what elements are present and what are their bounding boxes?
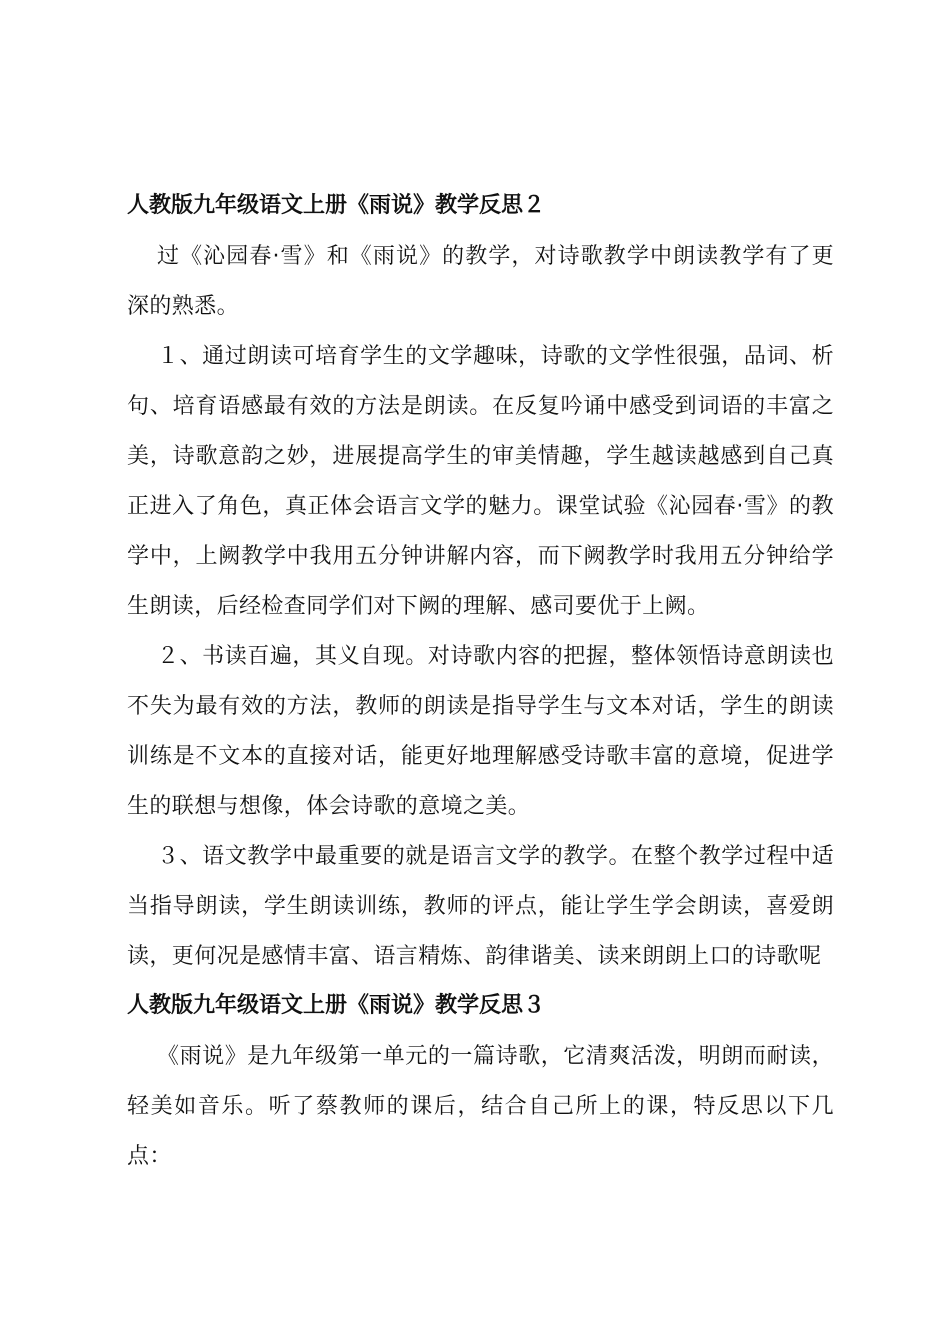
document-page (127, 182, 834, 1182)
section-2-paragraph-1: １、通过朗读可培育学生的文学趣味，诗歌的文学性很强，品词、析句、培育语感最有效的方法是朗读。在反复吟诵中感受到词语的丰富之美，诗歌意韵之妙，进展提高学生的审美情趣，学生越读越感到自己真正进入了角色，真正体会语言文学的魅力。课堂试验《沁园春·雪》的教学中，上阙教学中我用五分钟讲解内容，而下阙教学时我用五分钟给学生朗读，后经检查同学们对下阙的理解、感司要优于上阙。 (127, 344, 834, 619)
section-2-paragraph-3: ３、语文教学中最重要的就是语言文学的教学。在整个教学过程中适当指导朗读，学生朗读训练，教师的评点，能让学生学会朗读，喜爱朗读，更何况是感情丰富、语言精炼、韵律谐美、读来朗朗上口的诗歌呢 (127, 844, 834, 969)
section-2-heading: 人教版九年级语文上册《雨说》教学反思２ (127, 193, 546, 218)
section-3-paragraph-intro: 《雨说》是九年级第一单元的一篇诗歌，它清爽活泼，明朗而耐读，轻美如音乐。听了蔡教师的课后，结合自己所上的课，特反思以下几点： (127, 1044, 834, 1169)
section-2-paragraph-2: ２、书读百遍，其义自现。对诗歌内容的把握，整体领悟诗意朗读也不失为最有效的方法，教师的朗读是指导学生与文本对话，学生的朗读训练是不文本的直接对话，能更好地理解感受诗歌丰富的意境，促进学生的联想与想像，体会诗歌的意境之美。 (127, 644, 834, 819)
section-3-heading: 人教版九年级语文上册《雨说》教学反思３ (127, 993, 546, 1018)
section-2-paragraph-intro: 过《沁园春·雪》和《雨说》的教学，对诗歌教学中朗读教学有了更深的熟悉。 (127, 244, 834, 319)
